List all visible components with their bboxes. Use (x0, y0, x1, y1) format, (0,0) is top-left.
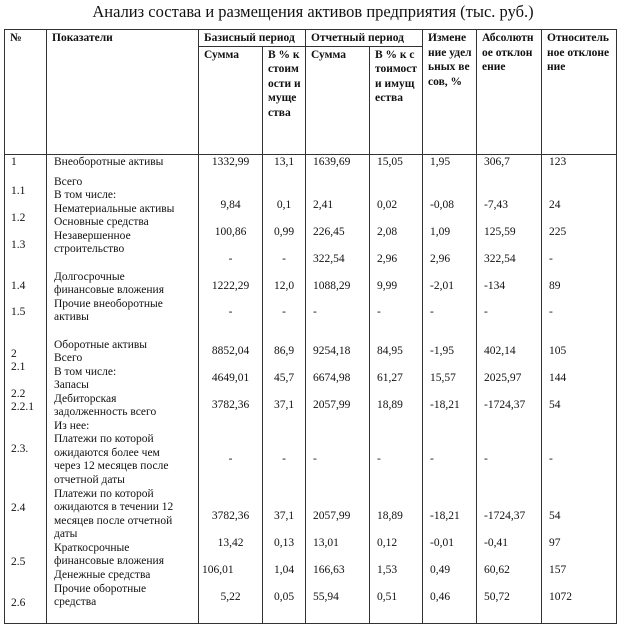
change-value: -1,95 (430, 344, 454, 357)
change-value: 0,46 (430, 590, 451, 603)
report-pct-value: - (377, 305, 381, 318)
change-value: -18,21 (430, 398, 460, 411)
report-sum-value: 6674,98 (313, 371, 351, 384)
row-name: Незавершенное (54, 229, 131, 242)
rel-value: 97 (549, 536, 561, 549)
header-report-sum: Сумма (306, 46, 370, 154)
abs-value: -7,43 (484, 198, 508, 211)
base-pct-value: - (282, 305, 286, 318)
report-sum-value: 226,45 (313, 225, 345, 238)
base-sum-value: 8852,04 (211, 344, 250, 357)
row-name: месяцев после отчетной (54, 514, 173, 527)
header-base-sum: Сумма (199, 46, 263, 154)
base-sum-value: 106,01 (202, 563, 234, 576)
base-pct-value: 37,1 (273, 509, 295, 522)
base-pct-value: 37,1 (273, 398, 295, 411)
row-no: 1 (11, 155, 17, 168)
report-pct-value: 15,05 (377, 155, 403, 168)
report-pct-value: 2,96 (377, 252, 398, 265)
rel-value: - (549, 452, 553, 465)
row-name: Внеоборотные активы (54, 155, 164, 168)
row-name: Денежные средства (54, 568, 151, 581)
report-pct-value: 18,89 (377, 509, 403, 522)
row-name: Оборотные активы (54, 338, 148, 351)
report-sum-value: 1088,29 (313, 279, 351, 292)
column-report-pct (370, 154, 423, 623)
row-no: 2.1 (11, 360, 26, 373)
base-sum-value: - (228, 305, 233, 318)
column-report-sum (306, 154, 370, 623)
row-no: 2.6 (11, 596, 26, 609)
report-sum-value: 2,41 (313, 198, 334, 211)
row-name: Прочие внеоборотные (54, 297, 163, 310)
row-name: финансовые вложения (54, 554, 164, 567)
rel-value: 54 (549, 509, 561, 522)
column-change-weights (423, 154, 477, 623)
column-abs-dev (477, 154, 542, 623)
row-name: Запасы (54, 378, 89, 391)
column-base-sum (199, 154, 263, 623)
rel-value: 1072 (549, 590, 572, 603)
report-pct-value: 18,89 (377, 398, 403, 411)
rel-value: 54 (549, 398, 561, 411)
change-value: 0,49 (430, 563, 451, 576)
row-name: Всего (54, 351, 83, 364)
base-pct-value: 0,13 (273, 536, 295, 549)
row-no: 1.5 (11, 305, 26, 318)
base-pct-value: 12,0 (273, 279, 295, 292)
header-change-weights: Изменение удельных весов, % (423, 30, 477, 155)
column-base-pct (263, 154, 306, 623)
row-no: 1.1 (11, 184, 26, 197)
abs-value: -134 (484, 279, 506, 292)
change-value: 2,96 (430, 252, 451, 265)
row-name: ожидаются в течении 12 (54, 500, 174, 513)
abs-value: 125,59 (484, 225, 516, 238)
change-value: -0,08 (430, 198, 454, 211)
header-rel-dev: Относительное отклонение (542, 30, 617, 155)
row-name: активы (54, 310, 89, 323)
report-pct-value: 0,12 (377, 536, 398, 549)
column-no (5, 154, 47, 623)
abs-value: 60,62 (484, 563, 510, 576)
row-name: Основные средства (54, 215, 149, 228)
base-sum-value: 100,86 (214, 225, 247, 238)
row-no: 2.2 (11, 387, 26, 400)
abs-value: -1724,37 (484, 398, 526, 411)
base-pct-value: 86,9 (273, 344, 295, 357)
row-no: 2.4 (11, 501, 26, 514)
row-name: финансовые вложения (54, 283, 164, 296)
row-name: строительство (54, 242, 125, 255)
base-pct-value: - (282, 252, 286, 265)
row-name: Долгосрочные (54, 270, 125, 283)
row-name: Краткосрочные (54, 541, 130, 554)
change-value: -2,01 (430, 279, 454, 292)
rel-value: 105 (549, 344, 567, 357)
row-name: Всего (54, 175, 83, 188)
rel-value: 89 (549, 279, 561, 292)
assets-analysis-table (4, 29, 617, 624)
base-sum-value: 13,42 (217, 536, 244, 549)
row-name: отчетной даты (54, 473, 125, 486)
page-title: Анализ состава и размещения активов предприятия (тыс. руб.) (92, 2, 534, 21)
row-name: Нематериальные активы (54, 202, 175, 215)
header-no: № (5, 30, 47, 155)
report-pct-value: 61,27 (377, 371, 403, 384)
row-no: 1.4 (11, 279, 26, 292)
abs-value: 402,14 (484, 344, 516, 357)
base-sum-value: - (228, 252, 233, 265)
report-pct-value: - (377, 452, 381, 465)
change-value: 1,95 (430, 155, 451, 168)
abs-value: 306,7 (484, 155, 510, 168)
rel-value: 144 (549, 371, 567, 384)
base-pct-value: 13,1 (273, 155, 295, 168)
report-pct-value: 2,08 (377, 225, 398, 238)
report-sum-value: 2057,99 (313, 509, 351, 522)
header-report-period: Отчетный период (306, 30, 423, 47)
row-no: 1.3 (11, 238, 26, 251)
base-pct-value: 45,7 (273, 371, 295, 384)
row-name: через 12 месяцев после (54, 459, 169, 472)
base-pct-value: 0,1 (276, 198, 292, 211)
base-pct-value: 0,05 (273, 590, 295, 603)
row-name: Платежи по которой (54, 432, 154, 445)
change-value: 15,57 (430, 371, 456, 384)
base-sum-value: 5,22 (220, 590, 241, 603)
row-name: даты (54, 527, 78, 540)
base-sum-value: 3782,36 (211, 509, 250, 522)
change-value: -18,21 (430, 509, 460, 522)
row-name: Дебиторская (54, 392, 117, 405)
rel-value: 225 (549, 225, 567, 238)
row-name: ожидаются более чем (54, 446, 160, 459)
header-base-period: Базисный период (199, 30, 306, 47)
header-base-pct: В % к стоимости имущества (263, 46, 306, 154)
rel-value: - (549, 252, 553, 265)
change-value: -0,01 (430, 536, 454, 549)
report-sum-value: - (313, 305, 317, 318)
row-no: 2.5 (11, 555, 26, 568)
base-sum-value: 9,84 (220, 198, 241, 211)
base-pct-value: 0,99 (273, 225, 295, 238)
rel-value: 123 (549, 155, 567, 168)
abs-value: - (484, 452, 488, 465)
row-no: 1.2 (11, 211, 26, 224)
change-value: - (430, 452, 434, 465)
report-pct-value: 9,99 (377, 279, 398, 292)
header-abs-dev: Абсолютное отклонение (477, 30, 542, 155)
base-pct-value: 1,04 (273, 563, 295, 576)
report-sum-value: 9254,18 (313, 344, 351, 357)
column-rel-dev (542, 154, 617, 623)
row-name: В том числе: (54, 188, 117, 201)
report-sum-value: 55,94 (313, 590, 339, 603)
report-sum-value: 13,01 (313, 536, 339, 549)
abs-value: -1724,37 (484, 509, 526, 522)
row-name: Прочие оборотные (54, 582, 147, 595)
report-pct-value: 0,02 (377, 198, 398, 211)
report-pct-value: 1,53 (377, 563, 398, 576)
row-no: 2 (11, 347, 17, 360)
base-pct-value: - (282, 452, 286, 465)
row-no: 2.3. (11, 442, 29, 455)
base-sum-value: 1222,29 (211, 279, 250, 292)
row-name: Из нее: (54, 419, 90, 432)
abs-value: 2025,97 (484, 371, 522, 384)
abs-value: 50,72 (484, 590, 510, 603)
base-sum-value: - (228, 452, 233, 465)
header-indicators: Показатели (47, 30, 199, 155)
abs-value: 322,54 (484, 252, 516, 265)
column-indicators (47, 154, 199, 623)
rel-value: 157 (549, 563, 567, 576)
rel-value: - (549, 305, 553, 318)
report-pct-value: 84,95 (377, 344, 403, 357)
base-sum-value: 1332,99 (211, 155, 250, 168)
rel-value: 24 (549, 198, 561, 211)
report-sum-value: 2057,99 (313, 398, 351, 411)
report-sum-value: 322,54 (313, 252, 345, 265)
abs-value: -0,41 (484, 536, 508, 549)
base-sum-value: 3782,36 (211, 398, 250, 411)
base-sum-value: 4649,01 (211, 371, 250, 384)
report-sum-value: - (313, 452, 317, 465)
row-name: Платежи по которой (54, 487, 154, 500)
abs-value: - (484, 305, 488, 318)
report-sum-value: 166,63 (313, 563, 345, 576)
row-name: В том числе: (54, 365, 117, 378)
header-report-pct: В % к стоимости имущества (370, 46, 423, 154)
report-sum-value: 1639,69 (313, 155, 351, 168)
change-value: 1,09 (430, 225, 451, 238)
change-value: - (430, 305, 434, 318)
report-pct-value: 0,51 (377, 590, 398, 603)
row-name: средства (54, 595, 97, 608)
row-no: 2.2.1 (11, 400, 34, 413)
row-name: задолженность всего (54, 405, 157, 418)
